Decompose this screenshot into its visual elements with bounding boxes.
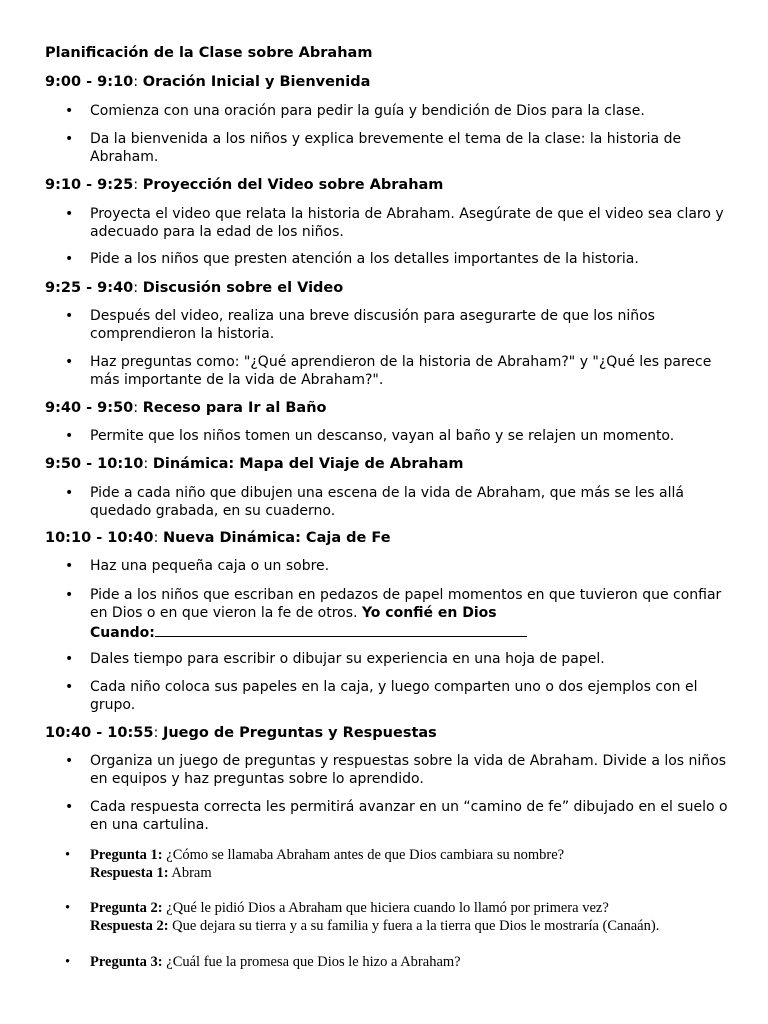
list-item (65, 130, 730, 166)
qa-item (65, 846, 730, 882)
bullet: • (65, 679, 74, 695)
answer-text: Que dejara su tierra y a su familia y fuera a la tierra que Dios le mostraría (Canaán). (172, 918, 660, 934)
bullet: • (65, 354, 74, 370)
list-item (65, 557, 730, 575)
list-item-text: Pide a los niños que presten atención a los detalles importantes de la historia. (90, 251, 639, 267)
list-item (65, 650, 730, 668)
list-item (65, 205, 730, 241)
list-item (65, 102, 730, 120)
section-time: 10:10 - 10:40 (45, 530, 154, 546)
section-time: 9:40 - 9:50 (45, 400, 134, 416)
answer-text: Abram (171, 865, 212, 881)
section-heading: 10:10 - 10:40: Nueva Dinámica: Caja de Fe (45, 530, 391, 546)
question-text: ¿Cómo se llamaba Abraham antes de que Dios cambiara su nombre? (166, 847, 565, 863)
document-title: Planificación de la Clase sobre Abraham (45, 45, 373, 61)
section-title: Receso para Ir al Baño (142, 400, 327, 416)
answer-label: Respuesta 2: (90, 918, 169, 934)
list-item (65, 307, 730, 343)
list-item-text: Pide a cada niño que dibujen una escena de la vida de Abraham, que más se les allá quedado grabada, en su cuaderno. (90, 485, 684, 519)
section-heading: 10:40 - 10:55: Juego de Preguntas y Respuestas (45, 725, 437, 741)
answer-blank-line (155, 622, 527, 637)
bullet: • (65, 651, 74, 667)
qa-item (65, 953, 730, 971)
section-time: 9:10 - 9:25 (45, 177, 134, 193)
prompt-text: Yo confié en Dios (361, 605, 497, 621)
list-item (65, 250, 730, 268)
list-item-text: Pide a los niños que escriban en pedazos de papel momentos en que tuvieron que confiar en Dios o en que vieron la fe de otros. (90, 587, 722, 621)
bullet: • (65, 131, 74, 147)
question-label: Pregunta 2: (90, 900, 163, 916)
bullet: • (65, 847, 71, 863)
list-item-text: Cada respuesta correcta les permitirá avanzar en un “camino de fe” dibujado en el suelo o en una cartulina. (90, 799, 728, 833)
section-title: Proyección del Video sobre Abraham (142, 177, 444, 193)
bullet: • (65, 206, 74, 222)
qa-item (65, 899, 730, 935)
bullet: • (65, 428, 74, 444)
section-heading: 9:00 - 9:10: Oración Inicial y Bienvenida (45, 74, 371, 90)
list-item (65, 798, 730, 834)
list-item (65, 427, 730, 445)
list-item-text: Haz preguntas como: "¿Qué aprendieron de la historia de Abraham?" y "¿Qué les parece más importante de la vida de Abraham?". (90, 354, 712, 388)
list-item (65, 353, 730, 389)
section-time: 9:00 - 9:10 (45, 74, 134, 90)
list-item-text: Dales tiempo para escribir o dibujar su experiencia en una hoja de papel. (90, 651, 605, 667)
section-time: 9:25 - 9:40 (45, 280, 134, 296)
list-item-text: Haz una pequeña caja o un sobre. (90, 558, 330, 574)
bullet: • (65, 954, 71, 970)
list-item-text: Comienza con una oración para pedir la guía y bendición de Dios para la clase. (90, 103, 645, 119)
list-item-text: Después del video, realiza una breve discusión para asegurarte de que los niños comprendieron la historia. (90, 308, 655, 342)
bullet: • (65, 799, 74, 815)
bullet: • (65, 900, 71, 916)
bullet: • (65, 485, 74, 501)
section-title: Dinámica: Mapa del Viaje de Abraham (152, 456, 464, 472)
section-title: Discusión sobre el Video (142, 280, 344, 296)
list-item-text: Organiza un juego de preguntas y respuestas sobre la vida de Abraham. Divide a los niños en equipos y haz preguntas sobre lo aprendido. (90, 753, 727, 787)
bullet: • (65, 103, 74, 119)
bullet: • (65, 753, 74, 769)
bullet: • (65, 251, 74, 267)
section-heading: 9:50 - 10:10: Dinámica: Mapa del Viaje de Abraham (45, 456, 464, 472)
list-item (65, 484, 730, 520)
prompt-text: Cuando: (90, 625, 155, 641)
question-text: ¿Qué le pidió Dios a Abraham que hiciera cuando lo llamó por primera vez? (166, 900, 609, 916)
section-heading: 9:40 - 9:50: Receso para Ir al Baño (45, 400, 327, 416)
answer-label: Respuesta 1: (90, 865, 169, 881)
bullet: • (65, 308, 74, 324)
list-item (65, 752, 730, 788)
section-title: Nueva Dinámica: Caja de Fe (162, 530, 391, 546)
bullet: • (65, 587, 74, 603)
list-item-text: Cada niño coloca sus papeles en la caja, y luego comparten uno o dos ejemplos con el grupo. (90, 679, 698, 713)
question-label: Pregunta 1: (90, 847, 163, 863)
section-title: Juego de Preguntas y Respuestas (162, 725, 437, 741)
section-heading: 9:25 - 9:40: Discusión sobre el Video (45, 280, 344, 296)
section-time: 9:50 - 10:10 (45, 456, 144, 472)
list-item (65, 678, 730, 714)
section-time: 10:40 - 10:55 (45, 725, 154, 741)
list-item-text: Permite que los niños tomen un descanso, vayan al baño y se relajen un momento. (90, 428, 675, 444)
question-text: ¿Cuál fue la promesa que Dios le hizo a Abraham? (166, 954, 461, 970)
list-item-text: Proyecta el video que relata la historia de Abraham. Asegúrate de que el video sea claro y adecuado para la edad de los niños. (90, 206, 724, 240)
question-label: Pregunta 3: (90, 954, 163, 970)
section-title: Oración Inicial y Bienvenida (142, 74, 371, 90)
section-heading: 9:10 - 9:25: Proyección del Video sobre Abraham (45, 177, 444, 193)
list-item-text: Da la bienvenida a los niños y explica brevemente el tema de la clase: la historia de Abraham. (90, 131, 682, 165)
list-item (65, 586, 730, 642)
bullet: • (65, 558, 74, 574)
